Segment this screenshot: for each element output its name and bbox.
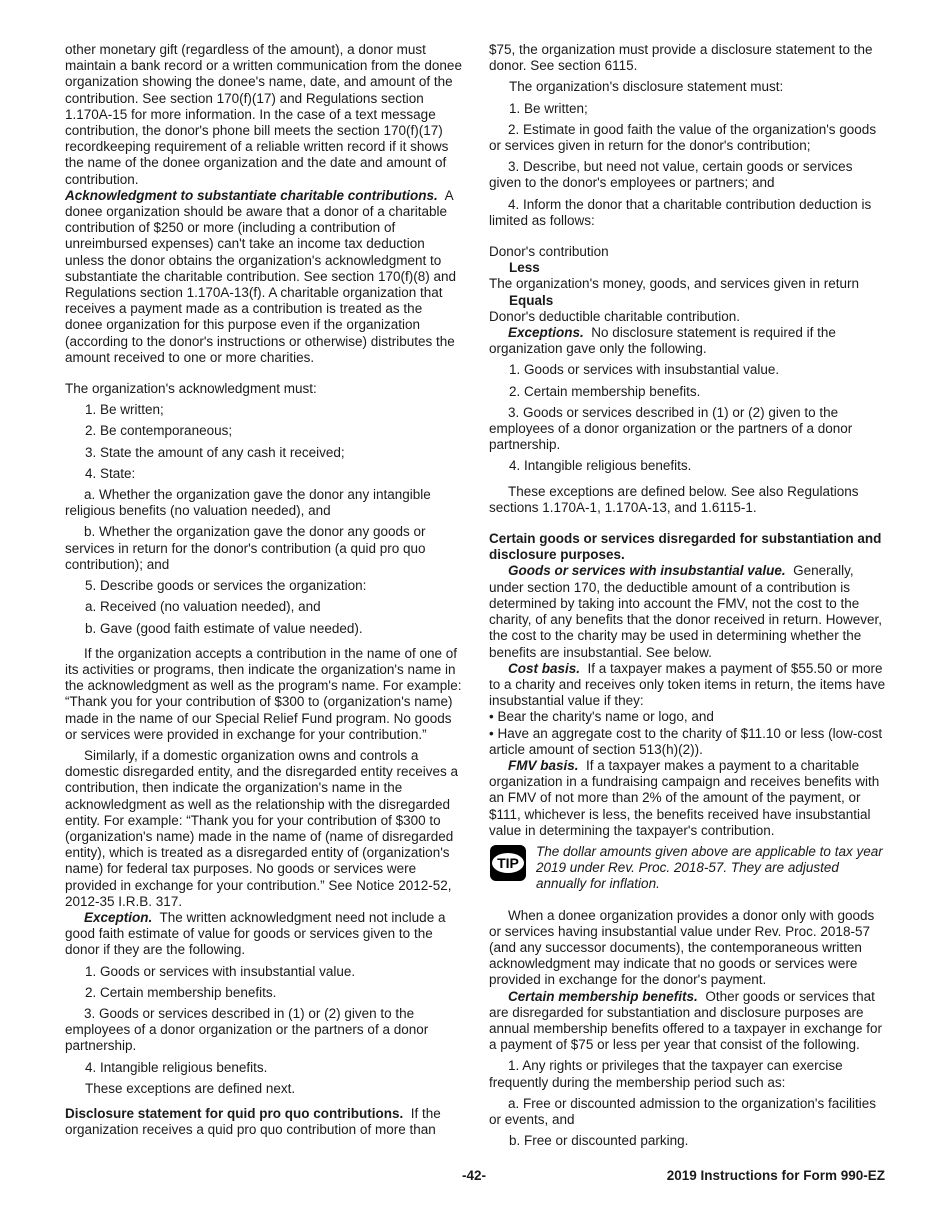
heading-disclosure: Disclosure statement for quid pro quo contributions.: [65, 1105, 404, 1121]
text-exceptions: No disclosure statement is required if the organization gave only the following.: [489, 325, 836, 357]
paragraph-disclosure: [65, 1106, 462, 1138]
list-item: 3. Goods or services described in (1) or (2) given to the employees of a donor organization or the partners of a donor partnership.: [489, 404, 853, 453]
exceptions-defined-next: These exceptions are defined next.: [85, 1080, 296, 1096]
calc-equals: Equals: [509, 292, 554, 308]
heading-acknowledgment: Acknowledgment to substantiate charitable contributions.: [65, 187, 438, 203]
list-item: 1. Any rights or privileges that the taxpayer can exercise frequently during the membership period such as:: [489, 1058, 843, 1090]
paragraph-disregarded-entity: Similarly, if a domestic organization owns and controls a domestic disregarded entity, and the disregarded entity receives a contribution, then indicate the organization's name in the acknowledgment as well as the relationship with the disregarded entity. For example: “Thank you for your contribution of $300 to (organization's name) made in the name of (name of disregarded entity), which is treated as a disregarded entity of (organization's name) for federal tax purposes. No goods or services were provided in exchange for your contribution.” See Notice 2012-52, 2012-35 I.R.B. 317.: [65, 747, 458, 909]
bullet-item: • Bear the charity's name or logo, and: [489, 709, 714, 725]
exceptions-defined-below: These exceptions are defined below. See also Regulations sections 1.170A-1, 1.170A-13, and 1.6115-1.: [489, 483, 859, 515]
paragraph-program-name: If the organization accepts a contribution in the name of one of its activities or programs, then indicate the organization's name in the acknowledgment as well as the program's name. For example: “Thank you for your contribution of $300 to (organization's name) made in the name of our Special Relief Fund program. No goods or services were provided in exchange for your contribution.”: [65, 645, 462, 742]
list-item: 4. Intangible religious benefits.: [509, 458, 692, 474]
heading-insubstantial-value: Goods or services with insubstantial value.: [508, 563, 786, 579]
list-item: 2. Estimate in good faith the value of the organization's goods or services given in return for the donor's contribution;: [489, 121, 877, 154]
text-exception: The written acknowledgment need not include a good faith estimate of value for goods or services given to the donor if they are the following.: [65, 909, 446, 958]
text-insubstantial-value: Generally, under section 170, the deductible amount of a contribution is determined by taking into account the FMV, not the cost to the charity, of any benefits that the donor received in return. However, the cost to the charity may be used in determining whether the benefits are insubstantial. See below.: [489, 563, 882, 660]
paragraph-exceptions: [489, 325, 886, 357]
calc-donor-contribution: Donor's contribution: [489, 244, 609, 260]
paragraph-exception: [65, 910, 462, 959]
paragraph-fmv-basis: [489, 758, 886, 839]
paragraph-insubstantial-ack: When a donee organization provides a donor only with goods or services having insubstantial value under Rev. Proc. 2018-57 (and any successor documents), the contemporaneous written acknowledgment may indicate that no goods or services were provided in exchange for the donor's payment.: [489, 907, 875, 988]
disclosure-must-intro: The organization's disclosure statement must:: [509, 79, 784, 95]
section-heading-disregarded: Certain goods or services disregarded for substantiation and disclosure purposes.: [489, 531, 882, 563]
heading-membership: Certain membership benefits.: [508, 988, 698, 1004]
text-cost-basis: If a taxpayer makes a payment of $55.50 or more to a charity and receives only token items in return, the items have insubstantial value if they:: [489, 660, 886, 709]
tip-label: TIP: [497, 854, 519, 871]
list-item: b. Whether the organization gave the donor any goods or services in return for the donor's contribution (a quid pro quo contribution); and: [65, 524, 426, 572]
list-item: a. Received (no valuation needed), and: [85, 599, 321, 615]
list-item: 3. State the amount of any cash it received;: [85, 444, 345, 460]
left-column: [65, 42, 462, 1138]
list-item: b. Free or discounted parking.: [509, 1133, 689, 1149]
list-item: 3. Describe, but need not value, certain goods or services given to the donor's employees or partners; and: [489, 159, 853, 191]
paragraph-disclosure-continued: $75, the organization must provide a disclosure statement to the donor. See section 6115.: [489, 42, 873, 74]
acknowledgment-must-intro: The organization's acknowledgment must:: [65, 381, 317, 397]
text-membership: Other goods or services that are disregarded for substantiation and disclosure purposes are annual membership benefits offered to a taxpayer in exchange for a payment of $75 or less per year that consist of the following.: [489, 988, 882, 1053]
paragraph-membership: [489, 989, 886, 1054]
list-item: 4. Intangible religious benefits.: [85, 1059, 268, 1075]
heading-cost-basis: Cost basis.: [508, 660, 581, 676]
text-acknowledgment: A donee organization should be aware that a donor of a charitable contribution of $250 or more (including a contribution of unreimbursed expenses) can't take an income tax deduction unless the donor obtains the organization's acknowledgment to substantiate the charitable contribution. See section 170(f)(8) and Regulations section 1.170A-13(f). A charitable organization that receives a payment made as a contribution is treated as the donee organization for this purpose even if the organization (according to the donor's instructions or otherwise) distributes the amount received to one or more charities.: [65, 187, 456, 365]
tip-box: [489, 844, 886, 893]
calc-given-in-return: The organization's money, goods, and services given in return: [489, 276, 860, 292]
paragraph-recordkeeping: other monetary gift (regardless of the amount), a donor must maintain a bank record or a written communication from the donee organization showing the donee's name, date, and amount of the contribution. See section 170(f)(17) and Regulations section 1.170A-15 for more information. In the case of a text message contribution, the donor's phone bill meets the section 170(f)(17) recordkeeping requirement of a reliable written record if it shows the name of the donee organization and the date and amount of contribution.: [65, 42, 462, 187]
page-number: -42-: [462, 1168, 487, 1183]
list-item: 1. Be written;: [85, 402, 164, 418]
text-fmv-basis: If a taxpayer makes a payment to a charitable organization in a fundraising campaign and receives benefits with an FMV of not more than 2% of the amount of the payment, or $111, whichever is less, the benefits received have insubstantial value in determining the taxpayer's contribution.: [489, 757, 880, 838]
calc-deductible: Donor's deductible charitable contribution.: [489, 308, 740, 324]
list-item: 4. Inform the donor that a charitable contribution deduction is limited as follows:: [489, 196, 872, 228]
bullet-item: • Have an aggregate cost to the charity of $11.10 or less (low-cost article amount of section 513(h)(2)).: [489, 725, 883, 757]
list-item: 1. Goods or services with insubstantial value.: [509, 362, 780, 378]
list-item: 2. Certain membership benefits.: [509, 383, 701, 399]
right-column: [489, 42, 886, 1149]
list-item: b. Gave (good faith estimate of value needed).: [85, 620, 363, 636]
heading-exceptions: Exceptions.: [508, 325, 584, 341]
list-item: a. Whether the organization gave the donor any intangible religious benefits (no valuation needed), and: [65, 487, 431, 519]
tip-text: The dollar amounts given above are applicable to tax year 2019 under Rev. Proc. 2018-57. They are adjusted annually for inflation.: [536, 843, 883, 892]
tip-icon: [489, 844, 527, 882]
paragraph-acknowledgment: [65, 188, 462, 366]
list-item: 4. State:: [85, 465, 136, 481]
list-item: 2. Certain membership benefits.: [85, 984, 277, 1000]
list-item: 2. Be contemporaneous;: [85, 423, 233, 439]
list-item: 3. Goods or services described in (1) or (2) given to the employees of a donor organization or the partners of a donor partnership.: [65, 1005, 429, 1054]
calc-less: Less: [509, 260, 540, 276]
text-disclosure: If the organization receives a quid pro quo contribution of more than: [65, 1105, 441, 1138]
paragraph-cost-basis: [489, 661, 886, 710]
paragraph-insubstantial-value: [489, 563, 886, 660]
heading-exception: Exception.: [84, 909, 153, 925]
list-item: 1. Goods or services with insubstantial value.: [85, 963, 356, 979]
heading-fmv-basis: FMV basis.: [508, 757, 579, 773]
list-item: 5. Describe goods or services the organization:: [85, 578, 367, 594]
list-item: a. Free or discounted admission to the organization's facilities or events, and: [489, 1095, 877, 1127]
form-title: 2019 Instructions for Form 990-EZ: [666, 1168, 885, 1183]
list-item: 1. Be written;: [509, 100, 588, 116]
